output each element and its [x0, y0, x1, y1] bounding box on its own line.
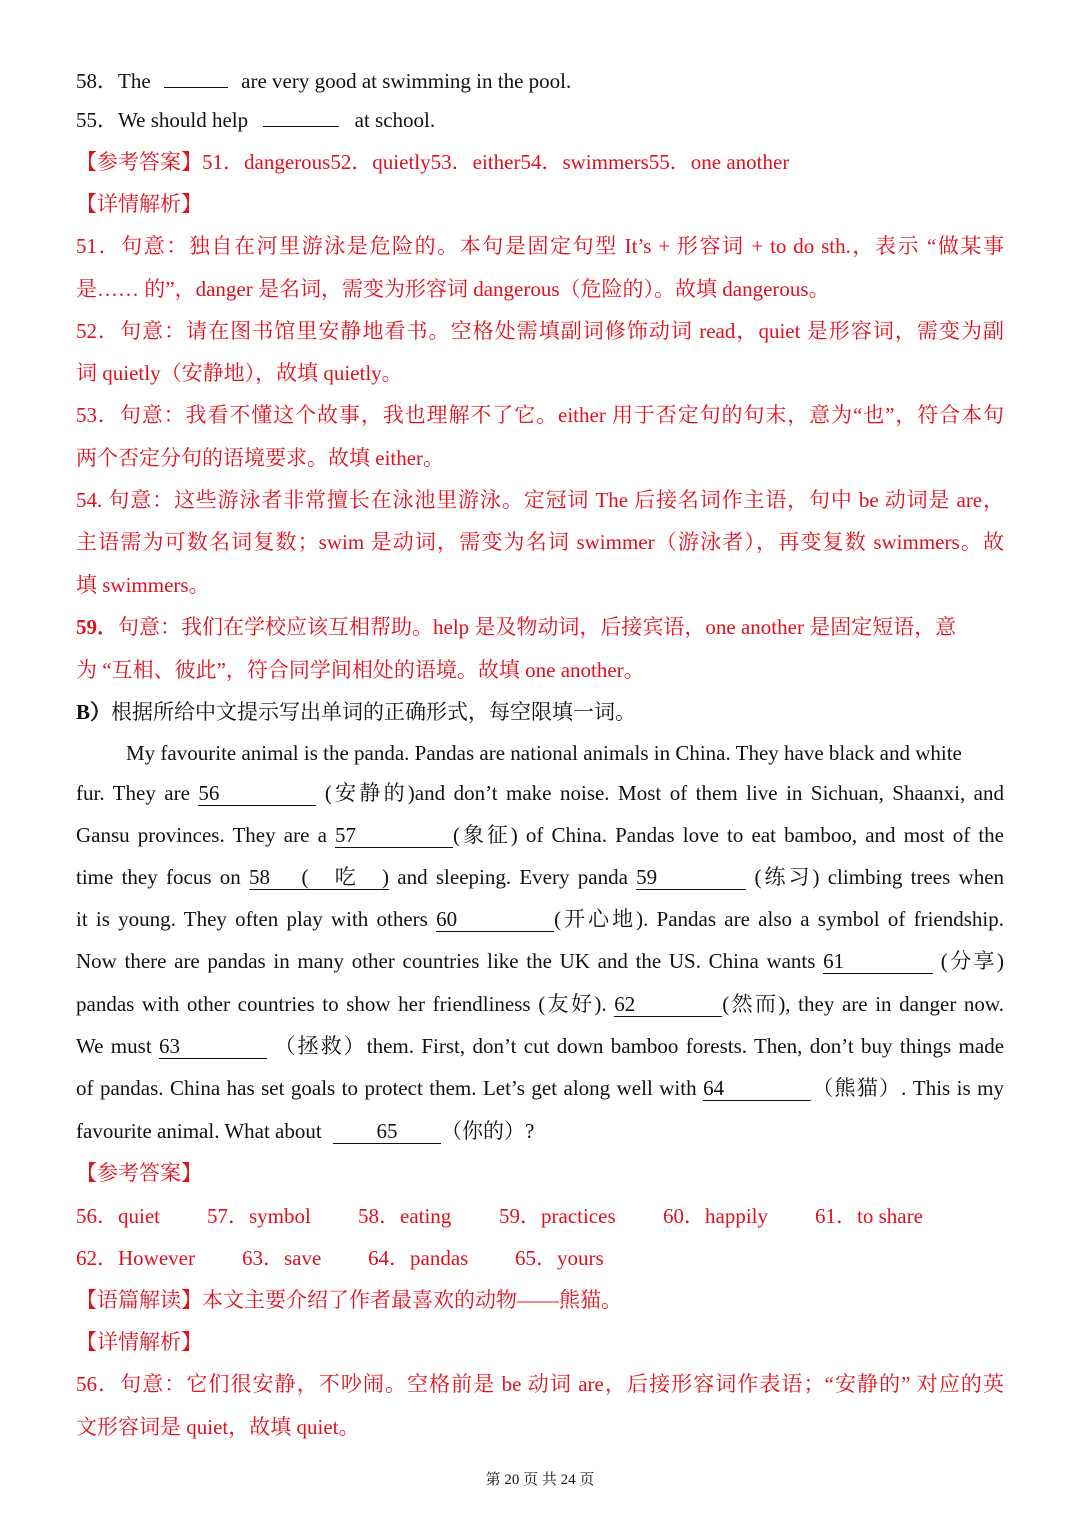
explanation-54-line: 主语需为可数名词复数；swim 是动词，需变为名词 swimmer（游泳者），再变复数 swimmers。故 [76, 530, 1004, 554]
answer-item: 54．swimmers [520, 150, 649, 174]
explanation-52-line: 词 quietly（安静地），故填 quietly。 [76, 361, 403, 385]
analysis-label: 【详情解析】 [76, 1330, 202, 1354]
answer-item: 61．to share [815, 1204, 923, 1228]
answer-item: 60．happily [663, 1204, 768, 1228]
answer-item: 64．pandas [368, 1246, 469, 1270]
part-b-heading [76, 697, 1004, 727]
answer-item: 55．one another [648, 150, 790, 174]
passage-text: (开心地). Pandas are also a symbol of friendship. [554, 907, 1004, 931]
passage-line [76, 1073, 1004, 1103]
explanation-51-line: 51．句意：独自在河里游泳是危险的。本句是固定句型 It’s + 形容词 + to do sth.，表示 “做某事 [76, 234, 1004, 258]
explanation-54-line: 54. 句意：这些游泳者非常擅长在泳池里游泳。定冠词 The 后接名词作主语，句中 be 动词是 are， [76, 488, 1004, 512]
answer-item: 58．eating [358, 1204, 452, 1228]
explanation-56-line: 56．句意：它们很安静，不吵闹。空格前是 be 动词 are，后接形容词作表语；“安静的” 对应的英 [76, 1372, 1004, 1396]
question-58-stem: 58．The [76, 69, 151, 93]
passage-line [76, 1031, 1004, 1061]
passage-text: it is young. They often play with others [76, 907, 428, 931]
passage-text: （熊猫）. This is my [811, 1076, 1004, 1100]
part-b-label: B） [76, 700, 112, 724]
question-55-stem: 55．We should help [76, 108, 249, 132]
answer-item: 52．quietly [330, 150, 431, 174]
passage-text: Gansu provinces. They are a [76, 823, 327, 847]
blank-58: 58 (吃) [249, 865, 390, 889]
passage-text: and sleeping. Every panda [397, 865, 628, 889]
explanation-53-line: 53．句意：我看不懂这个故事，我也理解不了它。either 用于否定句的句末，意为“也”，符合本句 [76, 403, 1004, 427]
answer-item: 53．either [430, 150, 521, 174]
explanation-51-line: 是…… 的”，danger 是名词，需变为形容词 dangerous（危险的）。故填 dangerous。 [76, 277, 830, 301]
question-58 [76, 66, 1004, 96]
passage-text: favourite animal. What about [76, 1119, 322, 1143]
part-b-answer-label: 【参考答案】 [76, 1161, 202, 1185]
passage-line [76, 778, 1004, 808]
part-b-answer-row [76, 1201, 1004, 1231]
question-55 [76, 105, 1004, 135]
passage-line [76, 862, 1004, 892]
passage-line [76, 904, 1004, 934]
passage-summary: 【语篇解读】本文主要介绍了作者最喜欢的动物——熊猫。 [76, 1288, 622, 1312]
answer-label: 【参考答案】 [76, 150, 202, 174]
blank-63: 63 [159, 1034, 267, 1059]
answer-item: 51．dangerous [202, 150, 331, 174]
passage-line [76, 820, 1004, 850]
part-b-instruction: 根据所给中文提示写出单词的正确形式，每空限填一词。 [111, 700, 637, 724]
answer-item: 63．save [242, 1246, 322, 1270]
passage-line [76, 946, 1004, 976]
blank-59: 59 [636, 865, 746, 890]
passage-text: (分享) [940, 949, 1004, 973]
answer-item: 62．However [76, 1246, 195, 1270]
passage-text: (练习) climbing trees when [754, 865, 1004, 889]
passage-line [76, 989, 1004, 1019]
passage-text: (安静的)and don’t make noise. Most of them live in Sichuan, Shaanxi, and [324, 781, 1004, 805]
blank-64: 64 [703, 1076, 811, 1101]
explanation-56-line: 文形容词是 quiet，故填 quiet。 [76, 1415, 360, 1439]
analysis-label: 【详情解析】 [76, 192, 202, 216]
explanation-54-line: 填 swimmers。 [76, 573, 210, 597]
question-55-blank [263, 126, 339, 127]
explanation-59-line: 句意：我们在学校应该互相帮助。help 是及物动词，后接宾语，one another 是固定短语，意 [118, 615, 957, 639]
part-b-answer-row [76, 1243, 1004, 1273]
answer-item: 65．yours [515, 1246, 604, 1270]
passage-line: My favourite animal is the panda. Pandas are national animals in China. They have black and white [126, 741, 962, 765]
answer-item: 59．practices [499, 1204, 616, 1228]
blank-62: 62 [614, 992, 722, 1017]
explanation-53-line: 两个否定分句的语境要求。故填 either。 [76, 446, 445, 470]
question-58-tail: are very good at swimming in the pool. [241, 69, 572, 93]
explanation-59 [76, 612, 1004, 642]
passage-text: We must [76, 1034, 152, 1058]
page-footer: 第 20 页 共 24 页 [485, 1472, 595, 1488]
answer-item: 57．symbol [207, 1204, 311, 1228]
passage-text: Now there are pandas in many other countries like the UK and the US. China wants [76, 949, 816, 973]
passage-text: time they focus on [76, 865, 241, 889]
blank-57: 57 [335, 823, 453, 848]
passage-text: （你的）? [440, 1119, 535, 1143]
passage-text: pandas with other countries to show her friendliness (友好). [76, 992, 607, 1016]
question-55-tail: at school. [354, 108, 436, 132]
part-a-answer-row [76, 147, 1004, 177]
explanation-59-number: 59． [76, 615, 118, 639]
answer-item: 56．quiet [76, 1204, 160, 1228]
passage-text: （拯救）them. First, don’t cut down bamboo forests. Then, don’t buy things made [274, 1034, 1004, 1058]
blank-56: 56 [198, 781, 316, 806]
blank-65: 65 [333, 1119, 441, 1144]
passage-text: of pandas. China has set goals to protect them. Let’s get along well with [76, 1076, 697, 1100]
explanation-59-line: 为 “互相、彼此”，符合同学间相处的语境。故填 one another。 [76, 658, 645, 682]
blank-60: 60 [436, 907, 554, 932]
passage-text: fur. They are [76, 781, 190, 805]
passage-text: (然而), they are in danger now. [722, 992, 1004, 1016]
passage-text: (象征) of China. Pandas love to eat bamboo, and most of the [453, 823, 1004, 847]
passage-line [76, 1116, 1004, 1146]
explanation-52-line: 52．句意：请在图书馆里安静地看书。空格处需填副词修饰动词 read，quiet 是形容词，需变为副 [76, 319, 1004, 343]
blank-61: 61 [823, 949, 933, 974]
question-58-blank [164, 87, 228, 88]
